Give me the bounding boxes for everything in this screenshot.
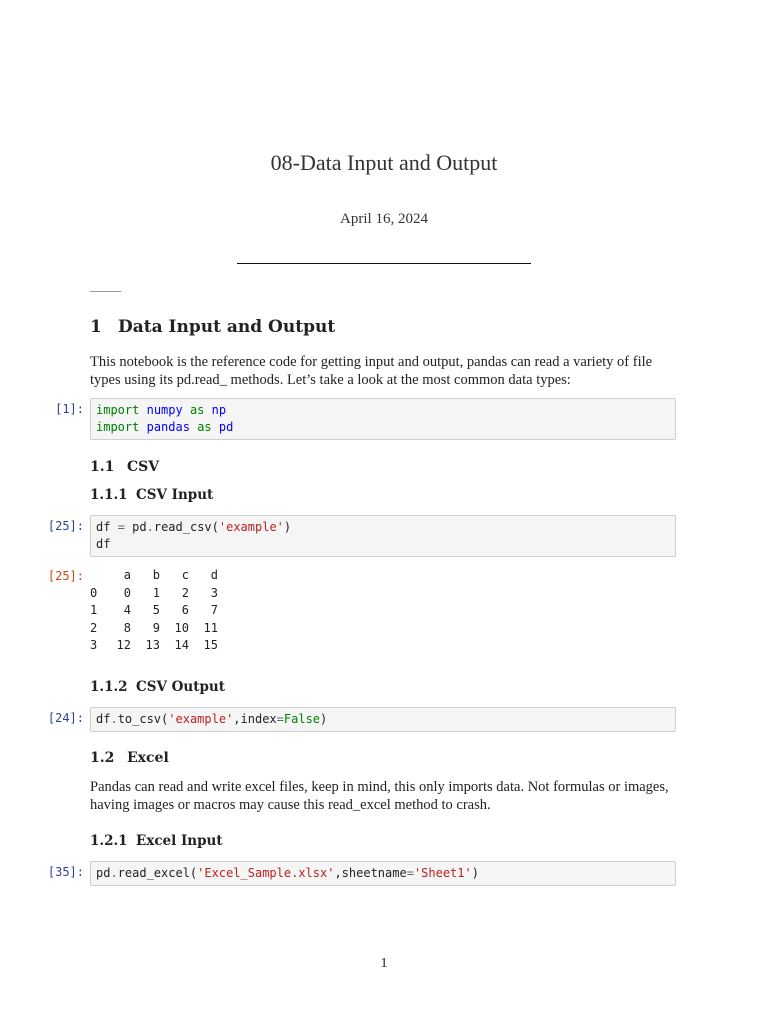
code-token: read_csv( [153, 520, 219, 534]
code-token: df [96, 520, 118, 534]
code-token: ) [283, 520, 292, 534]
table-row [90, 602, 218, 620]
table-cell: 6 [181, 603, 189, 617]
code-token: numpy [146, 403, 183, 417]
excel-paragraph: Pandas can read and write excel files, keep in mind, this only imports data. Not formulas or images, having images or macros may cause this read_excel method to crash. [90, 779, 669, 813]
code-token: ) [320, 712, 328, 726]
table-header-row [90, 567, 218, 585]
section-number: 1.1.2 [90, 679, 128, 695]
section-title: Data Input and Output [118, 317, 336, 337]
table-header-cell [90, 567, 102, 585]
code-token: False [283, 712, 321, 726]
code-token: df [96, 712, 111, 726]
table-cell: 14 [174, 638, 189, 652]
section-title: Excel [127, 750, 169, 766]
title-divider [237, 263, 531, 264]
section-heading-1-1-1 [90, 487, 213, 503]
code-token: read_excel( [117, 866, 198, 880]
table-cell: 2 [181, 585, 189, 600]
table-header-cell: d [210, 568, 218, 582]
document-title: 08-Data Input and Output [270, 150, 498, 175]
code-token: ,index [233, 712, 277, 726]
section-number: 1.1 [90, 459, 115, 475]
section-title: CSV Input [136, 487, 214, 503]
table-cell: 0 [123, 585, 131, 600]
table-cell: 4 [123, 603, 131, 617]
table-header-cell: a [123, 568, 131, 582]
table-row [90, 620, 218, 638]
code-token: import [96, 403, 140, 417]
code-token: pd [96, 866, 111, 880]
code-token: pd [218, 420, 234, 434]
code-token: 'example' [218, 520, 284, 534]
code-cell[interactable] [90, 707, 676, 732]
section-title: CSV [127, 459, 160, 475]
document-date: April 16, 2024 [340, 211, 428, 227]
code-token: . [146, 520, 154, 534]
section-heading-1-2-1 [90, 833, 223, 849]
section-heading-1-1-2 [90, 679, 225, 695]
section-title: Excel Input [136, 833, 223, 849]
code-token: = [406, 866, 414, 880]
section-number: 1.2 [90, 750, 115, 766]
section-number: 1.2.1 [90, 833, 128, 849]
table-cell: 5 [152, 603, 160, 617]
table-cell: 13 [145, 638, 160, 652]
cell-prompt-in: [25]: [47, 519, 84, 533]
table-index-cell: 2 [90, 620, 98, 635]
code-token: np [211, 403, 227, 417]
section-number: 1 [90, 317, 102, 337]
table-row [90, 637, 218, 655]
table-row [90, 585, 218, 603]
short-divider [90, 291, 121, 292]
cell-prompt-in: [24]: [47, 711, 84, 725]
code-token: 'example' [168, 712, 234, 726]
table-index-cell: 1 [90, 603, 98, 617]
code-token: = [276, 712, 284, 726]
code-cell[interactable] [90, 398, 676, 440]
code-token: . [110, 866, 118, 880]
code-cell[interactable] [90, 861, 676, 886]
cell-prompt-in: [35]: [47, 865, 84, 879]
section-number: 1.1.1 [90, 487, 128, 503]
table-cell: 9 [152, 620, 160, 635]
section-heading-1-2 [90, 750, 169, 766]
table-index-cell: 3 [90, 638, 98, 652]
dataframe-output [90, 567, 218, 655]
code-token: df [96, 537, 111, 551]
code-token: ) [471, 866, 479, 880]
code-token: 'Sheet1' [413, 866, 472, 880]
code-token: 'Excel_Sample.xlsx' [197, 866, 335, 880]
table-header-cell: b [152, 568, 160, 582]
intro-paragraph: This notebook is the reference code for getting input and output, pandas can read a variety of file types using its pd.read_ methods. Let’s take a look at the most common data types: [90, 354, 653, 388]
code-token: as [197, 420, 212, 434]
table-cell: 12 [116, 638, 131, 652]
code-token: import [96, 420, 140, 434]
code-token: = [117, 520, 125, 534]
section-heading-1-1 [90, 459, 159, 475]
table-cell: 1 [152, 585, 160, 600]
code-token: ,sheetname [334, 866, 407, 880]
table-header-cell: c [181, 568, 189, 582]
code-token: pd [124, 520, 147, 534]
table-cell: 8 [123, 620, 131, 635]
section-heading-1 [90, 317, 335, 337]
table-cell: 3 [210, 585, 218, 600]
page-number: 1 [380, 956, 388, 971]
table-cell: 10 [174, 620, 189, 635]
cell-prompt-in: [1]: [55, 402, 84, 416]
code-token: pandas [146, 420, 190, 434]
code-cell[interactable] [90, 515, 676, 557]
table-cell: 15 [203, 638, 218, 652]
code-token: as [189, 403, 205, 417]
table-index-cell: 0 [90, 585, 98, 600]
code-token: to_csv( [117, 712, 169, 726]
section-title: CSV Output [136, 679, 225, 695]
table-cell: 11 [203, 620, 218, 635]
table-cell: 7 [210, 603, 218, 617]
code-token: . [110, 712, 118, 726]
cell-prompt-out: [25]: [47, 569, 84, 583]
